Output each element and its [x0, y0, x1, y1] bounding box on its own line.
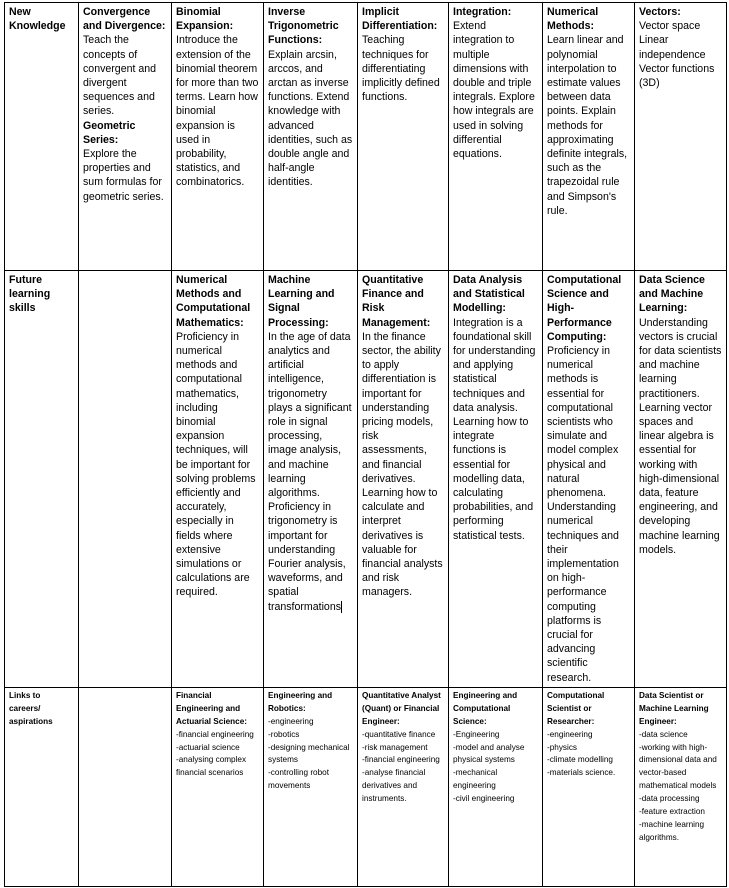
- career-line: -feature extraction: [639, 807, 705, 817]
- career-line: -controlling robot movements: [268, 768, 329, 791]
- row-links-to-careers: [5, 687, 727, 886]
- cell-body: Explore the properties and sum formulas for geometric series.: [83, 148, 164, 203]
- career-line: -engineering: [268, 716, 314, 726]
- cell-body: Introduce the extension of the binomial theorem for more than two terms. Learn how binomial expansion is used in probability, statistics, and combinatorics.: [176, 34, 259, 189]
- text-cursor: [341, 601, 342, 613]
- cell-body: Integration is a foundational skill for understanding and applying statistical techniques and data analysis. Learning how to integrate functions is essential for modelling data, calculating probabilities, and performing statistical tests.: [453, 316, 536, 542]
- cell-title: Convergence and Divergence:: [83, 6, 166, 33]
- career-title: Data Scientist or Machine Learning Engineer:: [639, 690, 709, 726]
- cell-body: Extend integration to multiple dimensions with double and triple integrals. Explore how integrals are used in solving differential equations.: [453, 20, 535, 161]
- career-line: -model and analyse physical systems: [453, 742, 525, 765]
- cell-body: Understanding vectors is crucial for data scientists and machine learning practitioners. Learning vector spaces and linear algebra is essential for working with high-dimensional data, feature engineering, and developing machine learning models.: [639, 316, 722, 556]
- cell-integration: [449, 3, 543, 271]
- career-line: -civil engineering: [453, 794, 515, 804]
- cell-empty: [79, 687, 172, 886]
- row-future-learning-skills: [5, 271, 727, 688]
- career-line: -actuarial science: [176, 742, 240, 752]
- career-line: -engineering: [547, 729, 593, 739]
- career-line: -quantitative finance: [362, 729, 436, 739]
- cell-convergence-geometric: [79, 3, 172, 271]
- cell-body: Learn linear and polynomial interpolation to estimate values between data points. Explain methods for approximating definite integrals, such as the trapezoidal rule and Simpson's rule.: [547, 34, 628, 217]
- cell-career-financial-actuarial: [172, 687, 264, 886]
- cell-numerical-methods: [543, 3, 635, 271]
- career-title: Computational Scientist or Researcher:: [547, 690, 605, 726]
- cell-career-engineering-robotics: [264, 687, 358, 886]
- cell-body: Explain arcsin, arccos, and arctan as inverse functions. Extend knowledge with advanced identities, such as double angle and half-angle identities.: [268, 48, 353, 189]
- curriculum-table: [4, 2, 727, 887]
- cell-title: Numerical Methods and Computational Mathematics:: [176, 274, 251, 329]
- cell-body: In the finance sector, the ability to apply differentiation is important for understanding pricing models, risk assessments, and financial derivatives. Learning how to calculate and interpret derivatives is valuable for financial analysts and risk managers.: [362, 330, 443, 599]
- cell-title: Data Analysis and Statistical Modelling:: [453, 274, 525, 315]
- cell-title: Machine Learning and Signal Processing:: [268, 274, 335, 329]
- cell-title: Implicit Differentiation:: [362, 6, 438, 33]
- cell-career-computational-scientist: [543, 687, 635, 886]
- cell-title: Data Science and Machine Learning:: [639, 274, 705, 315]
- cell-body: In the age of data analytics and artificial intelligence, trigonometry plays a significant role in signal processing, image analysis, and machine learning algorithms. Proficiency in trigonometry is important for understanding Fourier analysis, waveforms, and spatial transformations: [268, 330, 352, 613]
- career-line: -physics: [547, 742, 578, 752]
- cell-vectors: [635, 3, 727, 271]
- career-line: -climate modelling: [547, 755, 613, 765]
- career-line: -financial engineering: [176, 729, 254, 739]
- career-title: Financial Engineering and Actuarial Science:: [176, 690, 247, 726]
- career-title: Quantitative Analyst (Quant) or Financial Engineer:: [362, 690, 441, 726]
- cell-title: Quantitative Finance and Risk Management:: [362, 274, 431, 329]
- cell-title: Inverse Trigonometric Functions:: [268, 6, 339, 47]
- career-line: -data processing: [639, 794, 700, 804]
- cell-title: Binomial Expansion:: [176, 6, 234, 33]
- cell-career-data-scientist: [635, 687, 727, 886]
- career-line: -materials science.: [547, 768, 616, 778]
- cell-computational-science: [543, 271, 635, 688]
- career-line: -financial engineering: [362, 755, 440, 765]
- career-title: Engineering and Robotics:: [268, 690, 333, 713]
- career-line: -analysing complex financial scenarios: [176, 755, 247, 778]
- row-label-new-knowledge: New Knowledge: [5, 3, 79, 271]
- cell-title: Integration:: [453, 6, 512, 18]
- cell-body: Teach the concepts of convergent and divergent sequences and series.: [83, 34, 157, 118]
- career-line: -working with high-dimensional data and vector-based mathematical models: [639, 742, 717, 791]
- cell-numerical-computational: [172, 271, 264, 688]
- cell-title: Geometric Series:: [83, 119, 136, 146]
- career-line: -mechanical engineering: [453, 768, 498, 791]
- cell-binomial-expansion: [172, 3, 264, 271]
- cell-empty: [79, 271, 172, 688]
- career-line: -risk management: [362, 742, 428, 752]
- career-line: -machine learning algorithms.: [639, 819, 705, 842]
- cell-title: Computational Science and High-Performance Computing:: [547, 274, 622, 343]
- cell-machine-learning-signal: [264, 271, 358, 688]
- career-title: Engineering and Computational Science:: [453, 690, 518, 726]
- career-line: -designing mechanical systems: [268, 742, 350, 765]
- cell-career-quant: [358, 687, 449, 886]
- cell-implicit-differentiation: [358, 3, 449, 271]
- row-label-future-learning-skills: Future learning skills: [5, 271, 79, 688]
- cell-title: Vectors:: [639, 6, 681, 18]
- cell-data-science-ml: [635, 271, 727, 688]
- career-line: -robotics: [268, 729, 300, 739]
- row-new-knowledge: [5, 3, 727, 271]
- cell-quantitative-finance: [358, 271, 449, 688]
- row-label-links-to-careers: Links to careers/ aspirations: [5, 687, 79, 886]
- cell-body: Teaching techniques for differentiating implicitly defined functions.: [362, 34, 440, 104]
- cell-title: Numerical Methods:: [547, 6, 599, 33]
- cell-inverse-trig: [264, 3, 358, 271]
- career-line: -data science: [639, 729, 688, 739]
- cell-data-analysis: [449, 271, 543, 688]
- cell-body: Proficiency in numerical methods is essential for computational scientists who simulate and model complex physical and natural phenomena. Understanding numerical techniques and their implementation on high-performance computing platforms is crucial for advancing scientific research.: [547, 345, 619, 684]
- cell-body: Vector space Linear independence Vector functions (3D): [639, 20, 715, 90]
- career-line: -analyse financial derivatives and instruments.: [362, 768, 426, 804]
- career-line: -Engineering: [453, 729, 500, 739]
- cell-career-engineering-computational: [449, 687, 543, 886]
- cell-body: Proficiency in numerical methods and computational mathematics, including binomial expansion techniques, will be important for solving problems efficiently and accurately, especially in fields where extensive simulations or calculations are required.: [176, 330, 256, 599]
